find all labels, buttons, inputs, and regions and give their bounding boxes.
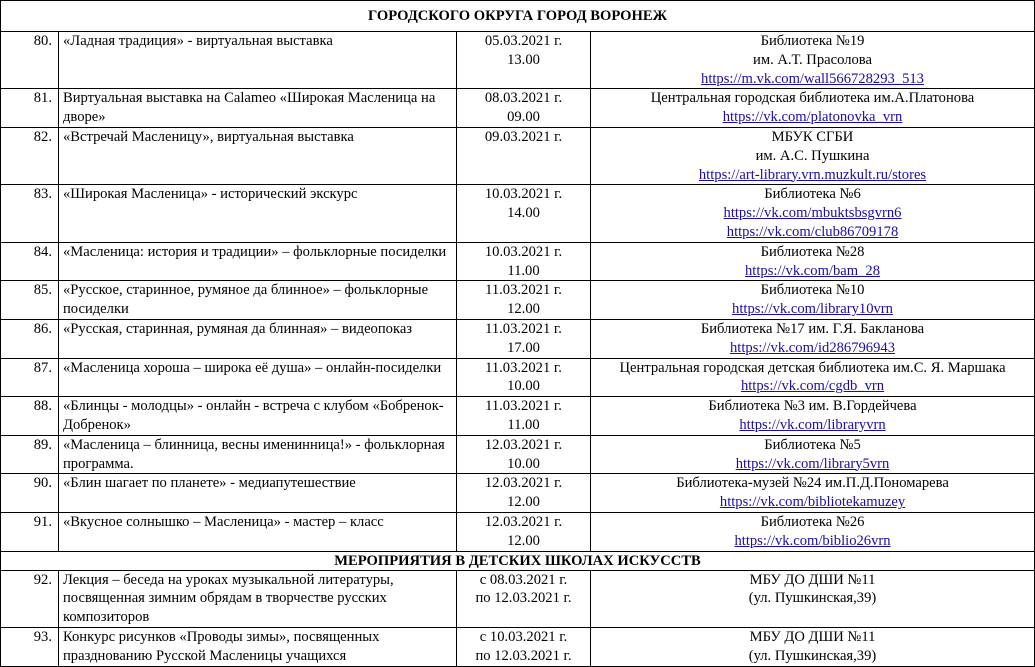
row-number: 93. bbox=[1, 627, 59, 666]
event-title: «Широкая Масленица» - исторический экскурс bbox=[59, 185, 457, 242]
venue-line: Библиотека №28 bbox=[760, 243, 865, 260]
event-venue bbox=[591, 627, 1035, 666]
row-number: 88. bbox=[1, 397, 59, 436]
event-title: «Масленица: история и традиции» – фольклорные посиделки bbox=[59, 242, 457, 281]
event-datetime bbox=[457, 512, 591, 551]
event-title: «Масленица хороша – широка её душа» – онлайн-посиделки bbox=[59, 358, 457, 397]
event-date: 10.03.2021 г. bbox=[484, 243, 563, 260]
table-row bbox=[1, 570, 1035, 627]
table-row bbox=[1, 127, 1035, 184]
venue-line: им. А.Т. Прасолова bbox=[753, 51, 872, 68]
event-date: 11.03.2021 г. bbox=[485, 359, 562, 376]
venue-line: Библиотека-музей №24 им.П.Д.Пономарева bbox=[676, 475, 949, 492]
venue-line: (ул. Пушкинская,39) bbox=[748, 590, 877, 607]
event-title: «Русская, старинная, румяная да блинная» – видеопоказ bbox=[59, 319, 457, 358]
event-title: «Блин шагает по планете» - медиапутешествие bbox=[59, 474, 457, 513]
venue-line: Библиотека №26 bbox=[760, 513, 865, 530]
event-venue bbox=[591, 185, 1035, 242]
event-title: «Вкусное солнышко – Масленица» - мастер – класс bbox=[59, 512, 457, 551]
row-number: 86. bbox=[1, 319, 59, 358]
event-date: 12.03.2021 г. bbox=[484, 436, 563, 453]
venue-line: им. А.С. Пушкина bbox=[755, 147, 870, 164]
table-row bbox=[1, 89, 1035, 128]
event-title: Лекция – беседа на уроках музыкальной литературы, посвященная зимним обрядам в творчестве русских композиторов bbox=[59, 570, 457, 627]
table-row bbox=[1, 397, 1035, 436]
event-datetime bbox=[457, 570, 591, 627]
venue-line: Центральная городская библиотека им.А.Платонова bbox=[650, 90, 975, 107]
event-time: 10.00 bbox=[507, 378, 540, 395]
table-row bbox=[1, 242, 1035, 281]
event-venue bbox=[591, 127, 1035, 184]
event-datetime bbox=[457, 319, 591, 358]
event-datetime bbox=[457, 474, 591, 513]
venue-line: Библиотека №17 им. Г.Я. Бакланова bbox=[700, 320, 925, 337]
event-title: Конкурс рисунков «Проводы зимы», посвященных празднованию Русской Масленицы учащихся bbox=[59, 627, 457, 666]
venue-link[interactable]: https://vk.com/library5vrn bbox=[735, 455, 890, 472]
section-header-row bbox=[1, 551, 1035, 570]
event-time: 13.00 bbox=[507, 51, 540, 68]
venue-link[interactable]: https://vk.com/biblio26vrn bbox=[734, 532, 891, 549]
event-venue bbox=[591, 242, 1035, 281]
row-number: 85. bbox=[1, 281, 59, 320]
venue-link[interactable]: https://m.vk.com/wall566728293_513 bbox=[701, 70, 924, 87]
event-datetime bbox=[457, 127, 591, 184]
row-number: 80. bbox=[1, 32, 59, 89]
venue-link[interactable]: https://vk.com/platonovka_vrn bbox=[722, 109, 903, 126]
table-row bbox=[1, 32, 1035, 89]
section-title: МЕРОПРИЯТИЯ В ДЕТСКИХ ШКОЛАХ ИСКУССТВ bbox=[1, 551, 1035, 570]
row-number: 82. bbox=[1, 127, 59, 184]
venue-line: Центральная городская детская библиотека им.С. Я. Маршака bbox=[619, 359, 1006, 376]
venue-link[interactable]: https://vk.com/libraryvrn bbox=[739, 416, 886, 433]
event-venue bbox=[591, 512, 1035, 551]
event-venue bbox=[591, 474, 1035, 513]
event-venue bbox=[591, 358, 1035, 397]
event-venue bbox=[591, 281, 1035, 320]
event-title: «Встречай Масленицу», виртуальная выставка bbox=[59, 127, 457, 184]
row-number: 87. bbox=[1, 358, 59, 397]
venue-line: Библиотека №5 bbox=[764, 436, 861, 453]
event-venue bbox=[591, 397, 1035, 436]
table-row bbox=[1, 281, 1035, 320]
row-number: 83. bbox=[1, 185, 59, 242]
section-title: ГОРОДСКОГО ОКРУГА ГОРОД ВОРОНЕЖ bbox=[1, 1, 1035, 32]
event-title: Виртуальная выставка на Calameo «Широкая Масленица на дворе» bbox=[59, 89, 457, 128]
venue-line: Библиотека №19 bbox=[760, 33, 865, 49]
venue-link[interactable]: https://vk.com/club86709178 bbox=[726, 223, 899, 240]
event-venue bbox=[591, 435, 1035, 474]
event-date: с 08.03.2021 г. bbox=[479, 571, 568, 588]
venue-link[interactable]: https://vk.com/cgdb_vrn bbox=[740, 378, 885, 395]
event-venue bbox=[591, 570, 1035, 627]
event-date: 09.03.2021 г. bbox=[484, 128, 563, 145]
row-number: 81. bbox=[1, 89, 59, 128]
event-date: 12.03.2021 г. bbox=[484, 513, 563, 530]
venue-line: Библиотека №10 bbox=[760, 282, 865, 299]
event-date: 10.03.2021 г. bbox=[484, 186, 563, 203]
event-date: 08.03.2021 г. bbox=[484, 90, 563, 107]
table-row bbox=[1, 358, 1035, 397]
event-time: 12.00 bbox=[507, 494, 540, 511]
event-title: «Масленица – блинница, весны именинница!» - фольклорная программа. bbox=[59, 435, 457, 474]
event-date: 11.03.2021 г. bbox=[485, 398, 562, 415]
venue-link[interactable]: https://art-library.vrn.muzkult.ru/stores bbox=[698, 166, 927, 183]
event-time: по 12.03.2021 г. bbox=[475, 647, 572, 664]
row-number: 92. bbox=[1, 570, 59, 627]
venue-line: МБУ ДО ДШИ №11 bbox=[749, 571, 876, 588]
event-time: 11.00 bbox=[507, 262, 540, 279]
event-time: 11.00 bbox=[507, 416, 540, 433]
event-time: по 12.03.2021 г. bbox=[475, 590, 572, 607]
event-datetime bbox=[457, 89, 591, 128]
table-row bbox=[1, 474, 1035, 513]
venue-line: Библиотека №3 им. В.Гордейчева bbox=[708, 398, 917, 415]
event-datetime bbox=[457, 185, 591, 242]
event-datetime bbox=[457, 32, 591, 89]
table-row bbox=[1, 319, 1035, 358]
event-time: 17.00 bbox=[507, 339, 540, 356]
event-title: «Русское, старинное, румяное да блинное» – фольклорные посиделки bbox=[59, 281, 457, 320]
table-row bbox=[1, 627, 1035, 666]
event-venue bbox=[591, 32, 1035, 89]
venue-line: (ул. Пушкинская,39) bbox=[748, 647, 877, 664]
venue-link[interactable]: https://vk.com/library10vrn bbox=[732, 301, 893, 318]
row-number: 84. bbox=[1, 242, 59, 281]
event-venue bbox=[591, 319, 1035, 358]
venue-link[interactable]: https://vk.com/bam_28 bbox=[745, 262, 880, 279]
venue-line: МБУ ДО ДШИ №11 bbox=[749, 628, 876, 645]
event-datetime bbox=[457, 627, 591, 666]
event-datetime bbox=[457, 281, 591, 320]
table-row bbox=[1, 185, 1035, 242]
event-time: 12.00 bbox=[507, 532, 540, 549]
venue-link[interactable]: https://vk.com/mbuktsbsgvrn6 bbox=[723, 205, 902, 222]
event-date: 12.03.2021 г. bbox=[484, 475, 563, 492]
venue-link[interactable]: https://vk.com/id286796943 bbox=[730, 339, 895, 356]
row-number: 91. bbox=[1, 512, 59, 551]
row-number: 90. bbox=[1, 474, 59, 513]
table-row bbox=[1, 512, 1035, 551]
event-date: 05.03.2021 г. bbox=[484, 33, 563, 49]
section-header-row bbox=[1, 1, 1035, 32]
table-row bbox=[1, 435, 1035, 474]
event-title: «Ладная традиция» - виртуальная выставка bbox=[59, 32, 457, 89]
event-date: 11.03.2021 г. bbox=[485, 282, 562, 299]
event-datetime bbox=[457, 242, 591, 281]
event-time: 10.00 bbox=[507, 455, 540, 472]
venue-line: МБУК СГБИ bbox=[771, 128, 854, 145]
event-time: 09.00 bbox=[507, 109, 540, 126]
row-number: 89. bbox=[1, 435, 59, 474]
event-date: с 10.03.2021 г. bbox=[479, 628, 568, 645]
event-title: «Блинцы - молодцы» - онлайн - встреча с клубом «Бобренок- Добренок» bbox=[59, 397, 457, 436]
event-datetime bbox=[457, 397, 591, 436]
event-datetime bbox=[457, 358, 591, 397]
event-date: 11.03.2021 г. bbox=[485, 320, 562, 337]
event-time: 12.00 bbox=[507, 301, 540, 318]
event-venue bbox=[591, 89, 1035, 128]
venue-link[interactable]: https://vk.com/bibliotekamuzey bbox=[719, 494, 906, 511]
event-time: 14.00 bbox=[507, 205, 540, 222]
event-datetime bbox=[457, 435, 591, 474]
venue-line: Библиотека №6 bbox=[764, 186, 861, 203]
